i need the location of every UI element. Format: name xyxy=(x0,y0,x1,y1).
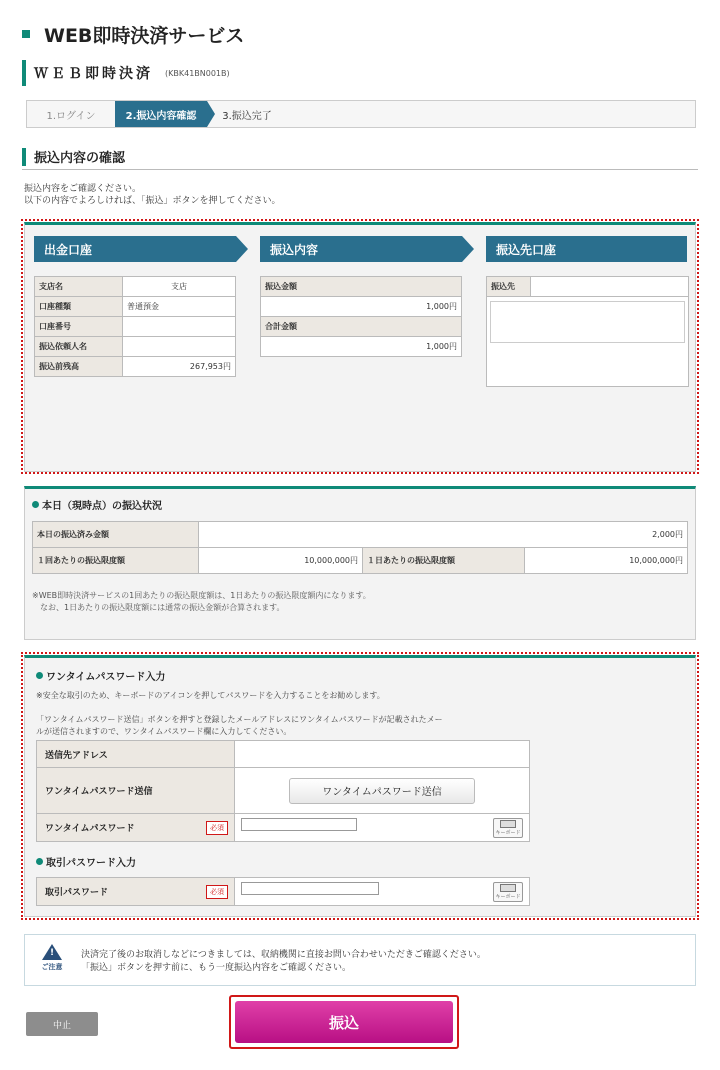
requester-label: 振込依頼人名 xyxy=(35,337,123,357)
trade-password-label xyxy=(37,878,235,906)
otp-password-label xyxy=(37,814,235,842)
table-row xyxy=(37,814,530,842)
trade-password-label-text: 取引パスワード xyxy=(45,888,109,898)
transfer-amount-value: 1,000円 xyxy=(261,297,462,317)
keyboard-caption: キーボード xyxy=(495,829,521,836)
keyboard-button[interactable] xyxy=(493,882,523,902)
account-number-label: 口座番号 xyxy=(35,317,123,337)
otp-instruction-line-1: 「ワンタイムパスワード送信」ボタンを押すと登録したメールアドレスにワンタイムパスワードが記載されたメー xyxy=(36,715,443,724)
table-row xyxy=(33,522,688,548)
account-type-label: 口座種類 xyxy=(35,297,123,317)
keyboard-caption: キーボード xyxy=(495,893,521,900)
table-row xyxy=(35,297,236,317)
email-value xyxy=(235,741,530,768)
section-bar xyxy=(22,148,26,166)
otp-title-text: ワンタイムパスワード入力 xyxy=(46,672,166,683)
bullet-icon xyxy=(36,858,43,865)
caution-icon xyxy=(37,944,67,972)
per-transaction-limit-value: 10,000,000円 xyxy=(199,548,363,574)
otp-password-cell xyxy=(235,814,530,842)
table-row xyxy=(33,548,688,574)
required-badge: 必須 xyxy=(206,885,228,899)
section-heading xyxy=(22,144,698,170)
payee-detail-cell xyxy=(487,297,689,387)
screen-code: (KBK41BN001B) xyxy=(165,68,230,78)
branch-value: 支店 xyxy=(123,277,236,297)
email-label: 送信先アドレス xyxy=(37,741,235,768)
subtitle-text: ＷＥＢ即時決済 xyxy=(34,66,153,82)
status-title xyxy=(32,497,162,512)
step-confirm: 2.振込内容確認 xyxy=(115,101,207,127)
table-row xyxy=(35,337,236,357)
total-amount-label: 合計金額 xyxy=(261,317,462,337)
section-title: 振込内容の確認 xyxy=(34,151,126,166)
debit-account-header-text: 出金口座 xyxy=(44,242,93,257)
cancel-button[interactable]: 中止 xyxy=(26,1012,98,1036)
debit-account-header xyxy=(34,236,236,262)
transfer-details-header xyxy=(260,236,462,262)
account-number-value xyxy=(123,317,236,337)
table-row xyxy=(37,768,530,814)
caution-line-2: 「振込」ボタンを押す前に、もう一度振込内容をご確認ください。 xyxy=(81,963,352,973)
status-title-text: 本日（現時点）の振込状況 xyxy=(42,501,162,512)
table-row xyxy=(487,297,689,387)
keyboard-icon xyxy=(500,884,516,892)
table-row xyxy=(35,317,236,337)
required-badge: 必須 xyxy=(206,821,228,835)
table-row xyxy=(261,317,462,337)
requester-value xyxy=(123,337,236,357)
otp-send-cell xyxy=(235,768,530,814)
page-title-text: WEB即時決済サービス xyxy=(44,24,245,47)
otp-send-button[interactable]: ワンタイムパスワード送信 xyxy=(289,778,475,804)
table-row xyxy=(261,297,462,317)
table-row xyxy=(35,277,236,297)
limit-note xyxy=(32,590,371,614)
limit-note-line-1: ※WEB即時決済サービスの1回あたりの振込限度額は、1日あたりの振込限度額内になります。 xyxy=(32,591,371,600)
table-row xyxy=(261,277,462,297)
intro-text xyxy=(24,183,281,207)
table-row xyxy=(37,878,530,906)
bullet-icon xyxy=(32,501,39,508)
table-row xyxy=(37,741,530,768)
step-indicator xyxy=(26,100,696,128)
table-row xyxy=(261,337,462,357)
step-login: 1.ログイン xyxy=(46,110,96,122)
transfer-details-table xyxy=(260,276,462,357)
title-square-icon xyxy=(22,30,30,38)
today-amount-value: 2,000円 xyxy=(199,522,688,548)
trade-password-input[interactable] xyxy=(241,882,379,895)
payee-table xyxy=(486,276,689,387)
payee-value xyxy=(531,277,689,297)
payee-label: 振込先 xyxy=(487,277,531,297)
step-complete: 3.振込完了 xyxy=(222,110,272,122)
payee-detail-spacer xyxy=(490,343,685,383)
balance-label: 振込前残高 xyxy=(35,357,123,377)
trade-password-title-text: 取引パスワード入力 xyxy=(46,858,136,869)
trade-password-cell xyxy=(235,878,530,906)
otp-note-1: ※安全な取引のため、キーボードのアイコンを押してパスワードを入力することをお勧めします。 xyxy=(36,691,385,700)
transfer-amount-label: 振込金額 xyxy=(261,277,462,297)
bullet-icon xyxy=(36,672,43,679)
service-subtitle xyxy=(22,60,230,86)
keyboard-button[interactable] xyxy=(493,818,523,838)
intro-line-1: 振込内容をご確認ください。 xyxy=(24,184,142,194)
transfer-details-header-text: 振込内容 xyxy=(270,242,319,257)
table-row xyxy=(487,277,689,297)
payee-account-header-text: 振込先口座 xyxy=(496,242,557,257)
warning-icon: ! xyxy=(42,944,62,960)
account-type-value: 普通預金 xyxy=(123,297,236,317)
otp-password-label-text: ワンタイムパスワード xyxy=(45,824,135,834)
submit-highlight xyxy=(229,995,459,1049)
table-row xyxy=(35,357,236,377)
debit-account-table xyxy=(34,276,236,377)
caution-box xyxy=(24,934,696,986)
trade-password-table xyxy=(36,877,530,906)
caution-message xyxy=(81,949,486,975)
page-title xyxy=(22,20,244,48)
balance-value: 267,953円 xyxy=(123,357,236,377)
transfer-submit-button[interactable]: 振込 xyxy=(235,1001,453,1043)
total-amount-value: 1,000円 xyxy=(261,337,462,357)
otp-note xyxy=(36,690,385,702)
trade-password-title xyxy=(36,854,136,869)
per-day-limit-value: 10,000,000円 xyxy=(525,548,688,574)
otp-send-label: ワンタイムパスワード送信 xyxy=(37,768,235,814)
otp-table xyxy=(36,740,530,842)
today-amount-label: 本日の振込済み金額 xyxy=(33,522,199,548)
payee-account-header xyxy=(486,236,687,262)
otp-password-input[interactable] xyxy=(241,818,357,831)
status-table xyxy=(32,521,688,574)
per-transaction-limit-label: １回あたりの振込限度額 xyxy=(33,548,199,574)
per-day-limit-label: １日あたりの振込限度額 xyxy=(363,548,525,574)
branch-label: 支店名 xyxy=(35,277,123,297)
otp-title xyxy=(36,668,165,683)
otp-instruction-line-2: ルが送信されますので、ワンタイムパスワード欄に入力してください。 xyxy=(36,727,292,736)
payee-detail-box xyxy=(490,301,685,343)
caution-line-1: 決済完了後のお取消しなどにつきましては、収納機関に直接お問い合わせいただきご確認ください。 xyxy=(81,950,486,960)
keyboard-icon xyxy=(500,820,516,828)
otp-instruction xyxy=(36,714,443,738)
limit-note-line-2: なお、1日あたりの振込限度額には通常の振込金額が合算されます。 xyxy=(40,603,285,612)
intro-line-2: 以下の内容でよろしければ、「振込」ボタンを押してください。 xyxy=(24,196,281,206)
caution-icon-label: ご注意 xyxy=(41,963,63,971)
